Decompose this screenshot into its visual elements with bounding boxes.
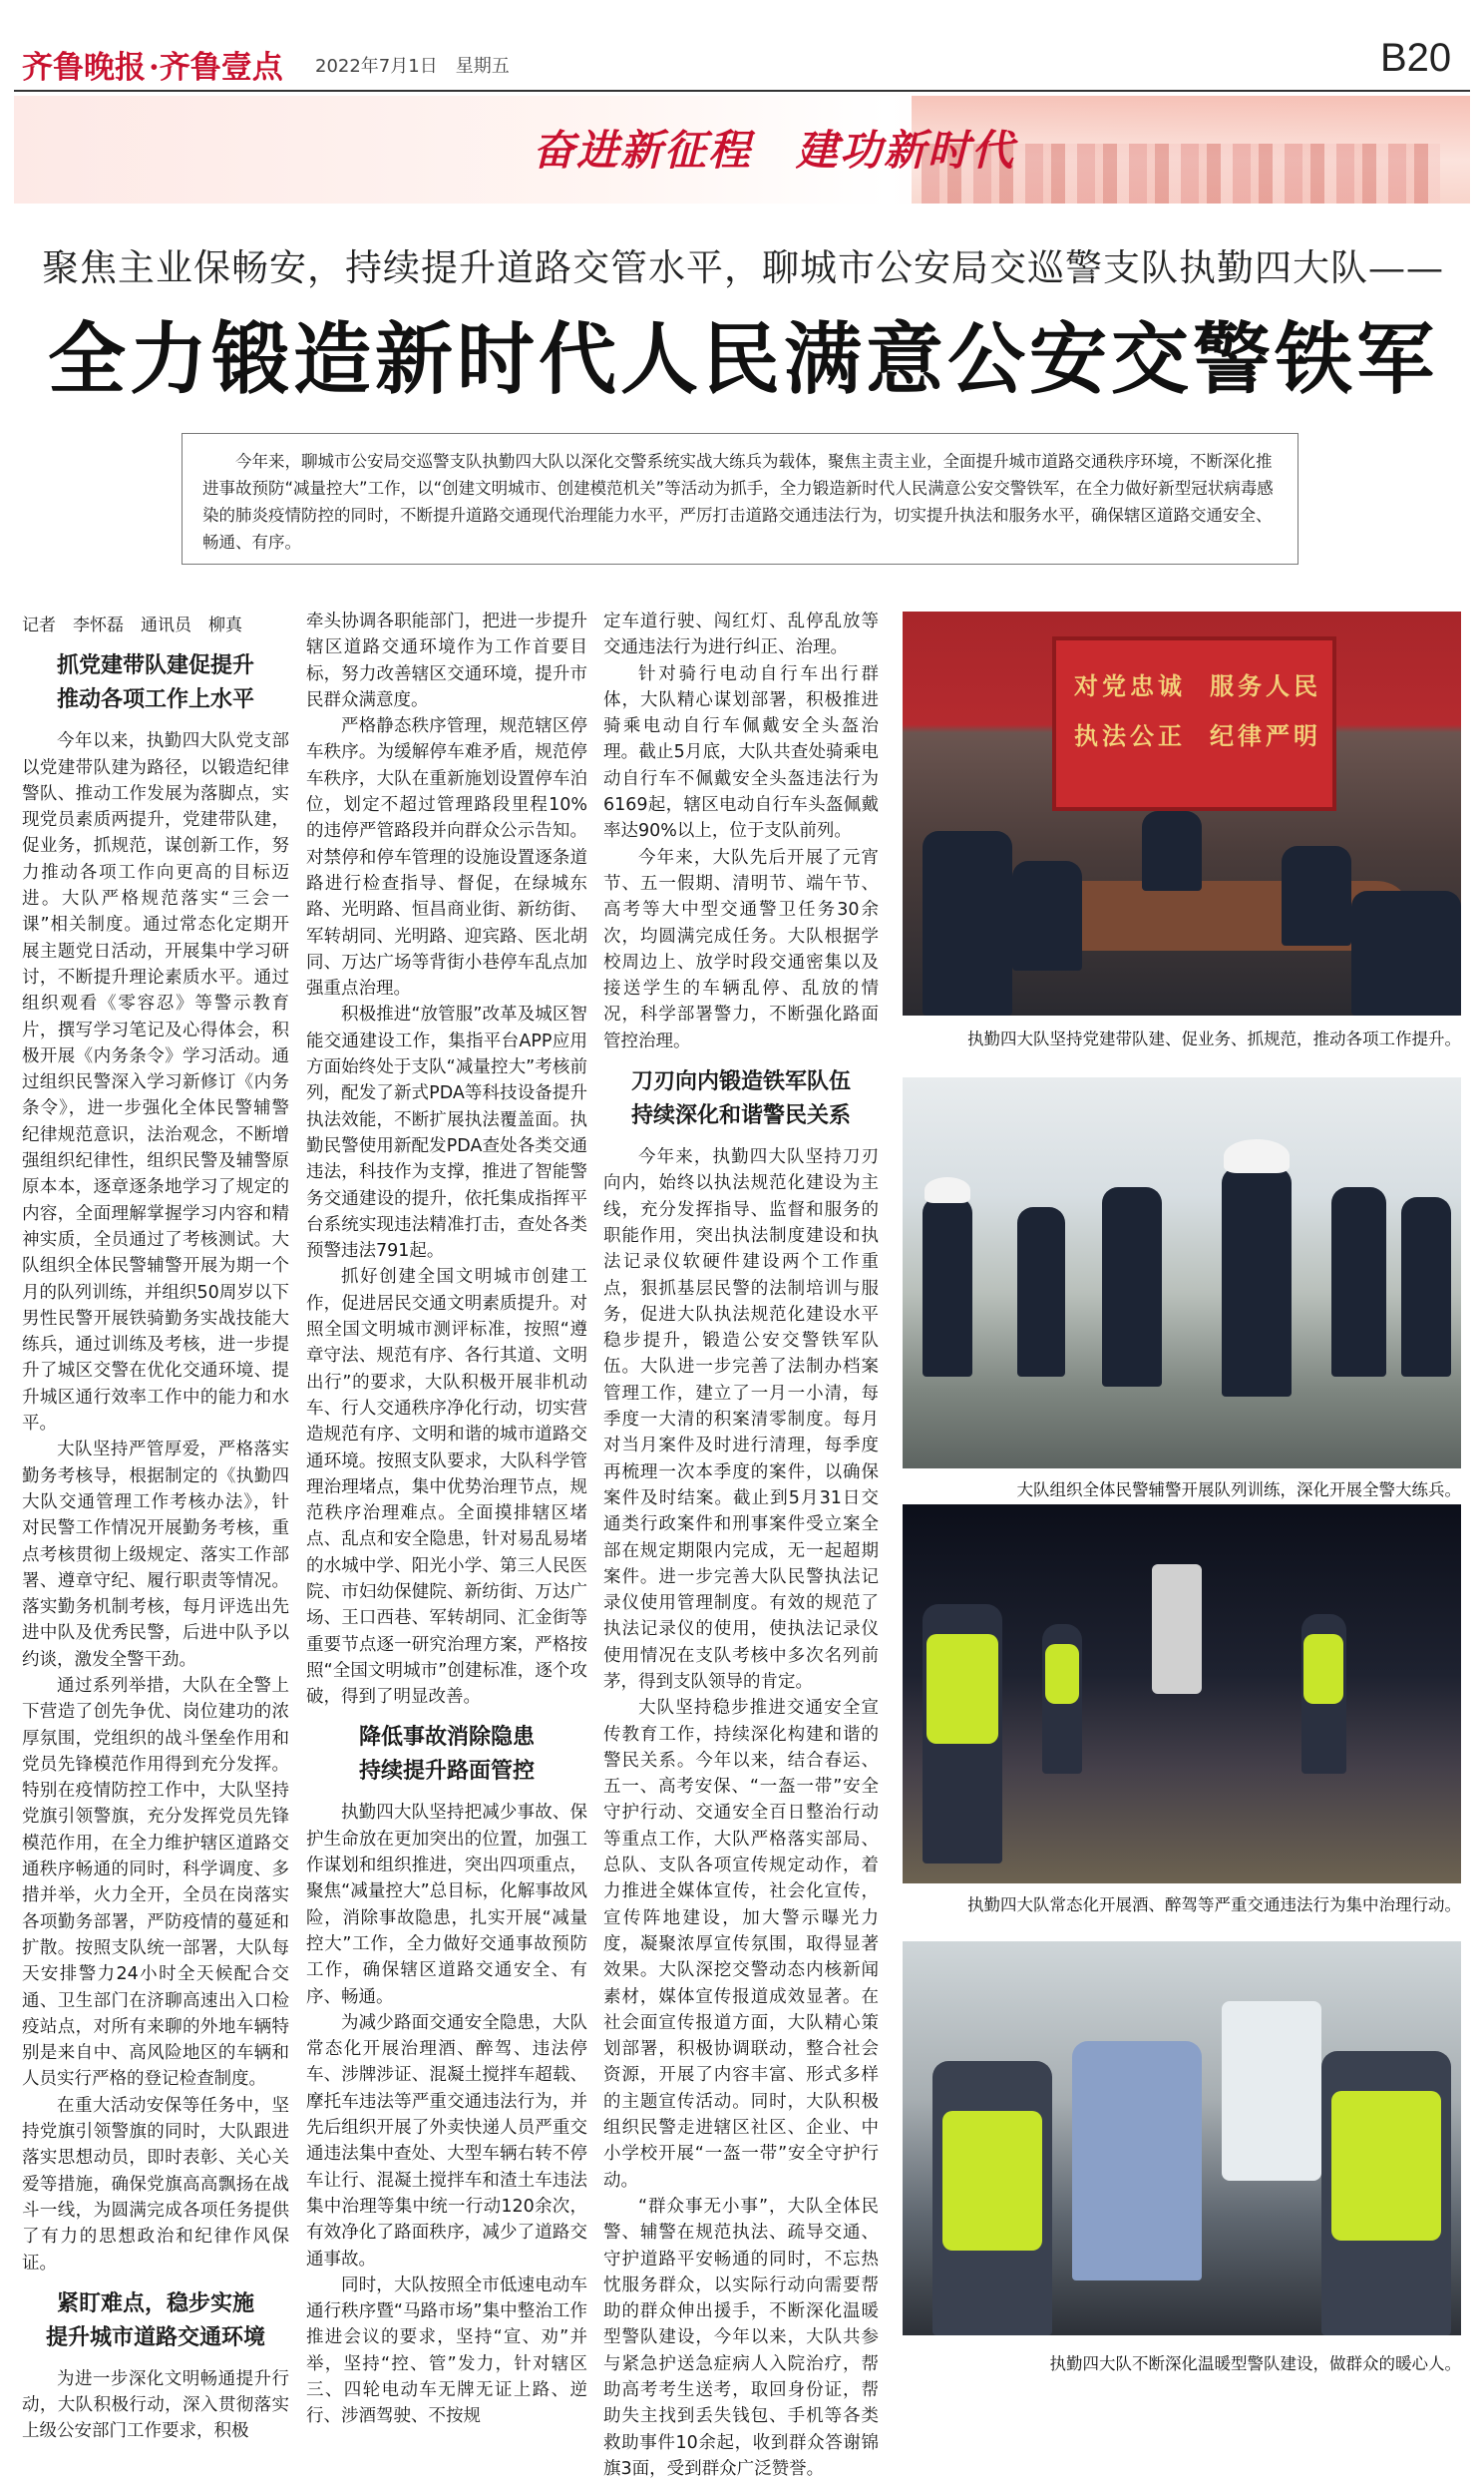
subheading-line: 抓党建带队建促提升 bbox=[56, 652, 254, 679]
vehicle bbox=[1152, 1564, 1202, 1694]
reflective-vest bbox=[927, 1634, 998, 1744]
sign-text: 对党忠诚 bbox=[1074, 671, 1186, 700]
photo-caption-3: 执勤四大队常态化开展酒、醉驾等严重交通违法行为集中治理行动。 bbox=[967, 1895, 1461, 1914]
text-column-2 bbox=[306, 609, 587, 2430]
subheading-line: 降低事故消除隐患 bbox=[358, 1724, 535, 1751]
article-kicker: 聚焦主业保畅安，持续提升道路交管水平，聊城市公安局交巡警支队执勤四大队—— bbox=[42, 246, 1444, 289]
masthead-section: ·齐鲁壹点 bbox=[149, 50, 283, 86]
white-cap bbox=[925, 1177, 970, 1203]
page-header bbox=[14, 34, 1470, 90]
paragraph: 为减少路面交通安全隐患，大队常态化开展治理酒、醉驾、违法停车、涉牌涉证、混凝土搅拌车超载、摩托车违法等严重交通违法行为，并先后组织开展了外卖快递人员严重交通违法集中查处、大型车辆右转不停车让行、混凝土搅拌车和渣土车违法集中治理等集中统一行动120余次，有效净化了路面秩序，减少了道路交通事故。 bbox=[306, 2012, 587, 2270]
wall-slogan-sign bbox=[1052, 636, 1336, 811]
page-number: B20 bbox=[1380, 36, 1452, 80]
subheading-line: 提升城市道路交通环境 bbox=[45, 2323, 265, 2350]
photo-caption-2: 大队组织全体民警辅警开展队列训练，深化开展全警大练兵。 bbox=[1016, 1480, 1461, 1499]
officer-figure bbox=[1351, 891, 1461, 1016]
reflective-vest bbox=[1303, 1634, 1343, 1704]
paragraph: “群众事无小事”，大队全体民警、辅警在规范执法、疏导交通、守护道路平安畅通的同时，不忘热忱服务群众，以实际行动向需要帮助的群众伸出援手，不断深化温暖型警队建设，今年以来，大队共参与紧急护送急症病人入院治疗，帮助高考考生送考，取回身份证，帮助失主找到丢失钱包、手机等各类救助事件10余起，收到群众答谢锦旗3面，受到群众广泛赞誉。 bbox=[603, 2196, 879, 2479]
byline: 记者 李怀磊 通讯员 柳真 bbox=[22, 616, 242, 635]
subheading-line: 持续深化和谐警民关系 bbox=[630, 1102, 851, 1129]
paragraph: 今年来，执勤四大队坚持刀刃向内，始终以执法规范化建设为主线，充分发挥指导、监督和服务的职能作用，突出执法制度建设和执法记录仪软硬件建设两个工作重点，狠抓基层民警的法制培训与服务，促进大队执法规范化建设水平稳步提升，锻造公安交警铁军队伍。大队进一步完善了法制办档案管理工作，建立了一月一小清，每季度一大清的积案清零制度。每月对当月案件及时进行清理，每季度再梳理一次本季度的案件，以确保案件及时结案。截止到5月31日交通类行政案件和刑事案件受立案全部在规定期限内完成，无一起超期案件。进一步完善大队民警执法记录仪使用管理制度。有效的规范了执法记录仪的使用，使执法记录仪使用情况在支队考核中多次名列前茅，得到支队领导的肯定。 bbox=[603, 1147, 879, 1692]
text-column-3 bbox=[603, 609, 879, 2482]
paragraph: 为进一步深化文明畅通提升行动，大队积极行动，深入贯彻落实上级公安部门工作要求，积极 bbox=[22, 2368, 289, 2442]
subheading-line: 紧盯难点，稳步实施 bbox=[56, 2289, 254, 2316]
officer-figure bbox=[1282, 846, 1351, 946]
photo-drill-training bbox=[903, 1077, 1461, 1468]
subheading-line: 刀刃向内锻造铁军队伍 bbox=[630, 1068, 851, 1095]
reflective-vest bbox=[1331, 2091, 1441, 2241]
subheading-2 bbox=[22, 2286, 289, 2354]
header-divider bbox=[14, 90, 1470, 92]
subheading-1 bbox=[22, 648, 289, 716]
officer-figure bbox=[1102, 1187, 1162, 1387]
photo-party-meeting bbox=[903, 612, 1461, 1016]
photo-caption-4: 执勤四大队不断深化温暖型警队建设，做群众的暖心人。 bbox=[1049, 2354, 1461, 2373]
officer-figure bbox=[923, 831, 1012, 1016]
paragraph: 在重大活动安保等任务中，坚持党旗引领警旗的同时，大队跟进落实思想动员，即时表彰、关心关爱等措施，确保党旗高高飘扬在战斗一线，为圆满完成各项任务提供了有力的思想政治和纪律作风保证。 bbox=[22, 2095, 289, 2274]
subheading-line: 推动各项工作上水平 bbox=[56, 686, 254, 713]
officer-figure bbox=[1012, 861, 1082, 971]
paragraph: 大队坚持稳步推进交通安全宣传教育工作，持续深化构建和谐的警民关系。今年以来，结合春运、五一、高考安保、“一盔一带”安全守护行动、交通安全百日整治行动等重点工作，大队严格落实部局、总队、支队各项宣传规定动作，着力推进全媒体宣传，社会化宣传，宣传阵地建设，加大警示曝光力度，凝聚浓厚宣传氛围，取得显著效果。大队深挖交警动态内核新闻素材，媒体宣传报道成效显著。在社会面宣传报道方面，大队精心策划部署，积极协调联动，整合社会资源，开展了内容丰富、形式多样的主题宣传活动。同时，大队积极组织民警走进辖区社区、企业、中小学校开展“一盔一带”安全守护行动。 bbox=[603, 1698, 879, 2191]
paragraph: 积极推进“放管服”改革及城区智能交通建设工作，集指平台APP应用方面始终处于支队“减量控大”考核前列，配发了新式PDA等科技设备提升执法效能，不断扩展执法覆盖面。执勤民警使用新配发PDA查处各类交通违法，科技作为支撑，推进了智能警务交通建设的提升，依托集成指挥平台系统实现违法精准打击，查处各类预警违法791起。 bbox=[306, 1005, 587, 1262]
masthead: 齐鲁晚报 bbox=[22, 50, 146, 86]
sign-text: 执法公正 bbox=[1074, 721, 1186, 750]
officer-figure bbox=[1142, 811, 1202, 891]
officer-figure bbox=[1017, 1207, 1065, 1377]
paragraph: 针对骑行电动自行车出行群体，大队精心谋划部署，积极推进骑乘电动自行车佩戴安全头盔治理。截止5月底，大队共查处骑乘电动自行车不佩戴安全头盔违法行为6169起，辖区电动自行车头盔佩戴率达90%以上，位于支队前列。 bbox=[603, 663, 879, 842]
paragraph: 通过系列举措，大队在全警上下营造了创先争优、岗位建功的浓厚氛围，党组织的战斗堡垒作用和党员先锋模范作用得到充分发挥。特别在疫情防控工作中，大队坚持党旗引领警旗，充分发挥党员先锋模范作用，在全力维护辖区道路交通秩序畅通的同时，科学调度、多措并举，火力全开，全员在岗落实各项勤务部署，严防疫情的蔓延和扩散。按照支队统一部署，大队每天安排警力24小时全天候配合交通、卫生部门在济聊高速出入口检疫站点，对所有来聊的外地车辆特别是来自中、高风险地区的车辆和人员实行严格的登记检查制度。 bbox=[22, 1675, 289, 2090]
subheading-line: 持续提升路面管控 bbox=[358, 1758, 535, 1785]
article-headline: 全力锻造新时代人民满意公安交警铁军 bbox=[47, 314, 1438, 405]
paragraph: 抓好创建全国文明城市创建工作，促进居民交通文明素质提升。对照全国文明城市测评标准，按照“遵章守法、规范有序、各行其道、文明出行”的要求，大队积极开展非机动车、行人交通秩序净化行动，切实营造规范有序、文明和谐的城市道路交通环境。按照支队要求，大队科学管理治理堵点，集中优势治理节点，规范秩序治理难点。全面摸排辖区堵点、乱点和安全隐患，针对易乱易堵的水城中学、阳光小学、第三人民医院、市妇幼保健院、新纺街、万达广场、王口西巷、军转胡同、汇金街等重要节点逐一研究治理方案，严格按照“全国文明城市”创建标准，逐个攻破，得到了明显改善。 bbox=[306, 1267, 587, 1708]
reflective-vest bbox=[942, 2111, 1042, 2251]
paragraph: 定车道行驶、闯红灯、乱停乱放等交通违法行为进行纠正、治理。 bbox=[603, 612, 879, 658]
officer-figure bbox=[1401, 1197, 1451, 1377]
paragraph: 今年以来，执勤四大队党支部以党建带队建为路径，以锻造纪律警队、推动工作发展为落脚点，实现党员素质两提升，党建带队建，促业务，抓规范，谋创新工作，努力推动各项工作向更高的目标迈进。大队严格规范落实“三会一课”相关制度。通过常态化定期开展主题党日活动，开展集中学习研讨，不断提升理论素质水平。通过组织观看《零容忍》等警示教育片，撰写学习笔记及心得体会，积极开展《内务条令》学习活动。通过组织民警深入学习新修订《内务条令》，进一步强化全体民警辅警纪律规范意识，法治观念，不断增强组织纪律性，组织民警及辅警原原本本，逐章逐条地学习了规定的内容，全面理解掌握学习内容和精神实质，全员通过了考核测试。大队组织全体民警辅警开展为期一个月的队列训练，并组织50周岁以下男性民警开展铁骑勤务实战技能大练兵，通过训练及考核，进一步提升了城区交警在优化交通环境、提升城区通行效率工作中的能力和水平。 bbox=[22, 731, 289, 1435]
text-column-1 bbox=[22, 613, 289, 2445]
banner-slogan: 奋进新征程 建功新时代 bbox=[533, 126, 1016, 175]
reflective-vest bbox=[1045, 1644, 1079, 1704]
photo-caption-1: 执勤四大队坚持党建带队建、促业务、抓规范，推动各项工作提升。 bbox=[967, 1030, 1461, 1048]
section-banner bbox=[14, 96, 1470, 204]
officer-figure bbox=[1222, 1167, 1292, 1397]
medical-staff-figure bbox=[1072, 2041, 1202, 2280]
article-summary: 今年来，聊城市公安局交巡警支队执勤四大队以深化交警系统实战大练兵为载体，聚焦主责主业，全面提升城市道路交通秩序环境，不断深化推进事故预防“减量控大”工作，以“创建文明城市、创建模范机关”等活动为抓手，全力锻造新时代人民满意公安交警铁军，在全力做好新型冠状病毒感染的肺炎疫情防控的同时，不断提升道路交通现代治理能力水平，严厉打击道路交通违法行为，切实提升执法和服务水平，确保辖区道路交通安全、畅通、有序。 bbox=[182, 433, 1298, 565]
paragraph: 大队坚持严管厚爱，严格落实勤务考核导，根据制定的《执勤四大队交通管理工作考核办法》，针对民警工作情况开展勤务考核，重点考核贯彻上级规定、落实工作部署、遵章守纪、履行职责等情况。落实勤务机制考核，每月评选出先进中队及优秀民警，后进中队予以约谈，激发全警干劲。 bbox=[22, 1440, 289, 1670]
paragraph: 严格静态秩序管理，规范辖区停车秩序。为缓解停车难矛盾，规范停车秩序，大队在重新施划设置停车泊位，划定不超过管理路段里程10%的违停严管路段并向群众公示告知。对禁停和停车管理的设施设置逐条道路进行检查指导、督促，在绿城东路、光明路、恒昌商业街、新纺街、军转胡同、光明路、迎宾路、医北胡同、万达广场等背街小巷停车乱点加强重点治理。 bbox=[306, 716, 587, 1000]
sign-text: 服务人民 bbox=[1210, 671, 1321, 700]
subheading-3 bbox=[306, 1720, 587, 1788]
paragraph: 牵头协调各职能部门，把进一步提升辖区道路交通环境作为工作首要目标，努力改善辖区交通环境，提升市民群众满意度。 bbox=[306, 612, 587, 710]
photo-helping-citizen bbox=[903, 1941, 1461, 2335]
paragraph: 今年来，大队先后开展了元宵节、五一假期、清明节、端午节、高考等大中型交通警卫任务30余次，均圆满完成任务。大队根据学校周边上、放学时段交通密集以及接送学生的车辆乱停、乱放的情况，科学部署警力，不断强化路面管控治理。 bbox=[603, 847, 879, 1051]
sign-text: 纪律严明 bbox=[1210, 721, 1321, 750]
officer-figure bbox=[1331, 1187, 1386, 1377]
subheading-4 bbox=[603, 1064, 879, 1132]
white-cap bbox=[1224, 1139, 1290, 1173]
issue-date: 2022年7月1日 星期五 bbox=[315, 56, 510, 77]
photo-night-checkpoint bbox=[903, 1504, 1461, 1883]
officer-figure bbox=[923, 1197, 972, 1377]
ambulance-door bbox=[1222, 2001, 1321, 2181]
paragraph: 执勤四大队坚持把减少事故、保护生命放在更加突出的位置，加强工作谋划和组织推进，突出四项重点，聚焦“减量控大”总目标，化解事故风险，消除事故隐患，扎实开展“减量控大”工作，全力做好交通事故预防工作，确保辖区道路交通安全、有序、畅通。 bbox=[306, 1803, 587, 2007]
paragraph: 同时，大队按照全市低速电动车通行秩序暨“马路市场”集中整治工作推进会议的要求，坚持“宣、劝”并举，坚持“控、管”发力，针对辖区三、四轮电动车无牌无证上路、逆行、涉酒驾驶、不按规 bbox=[306, 2275, 587, 2427]
